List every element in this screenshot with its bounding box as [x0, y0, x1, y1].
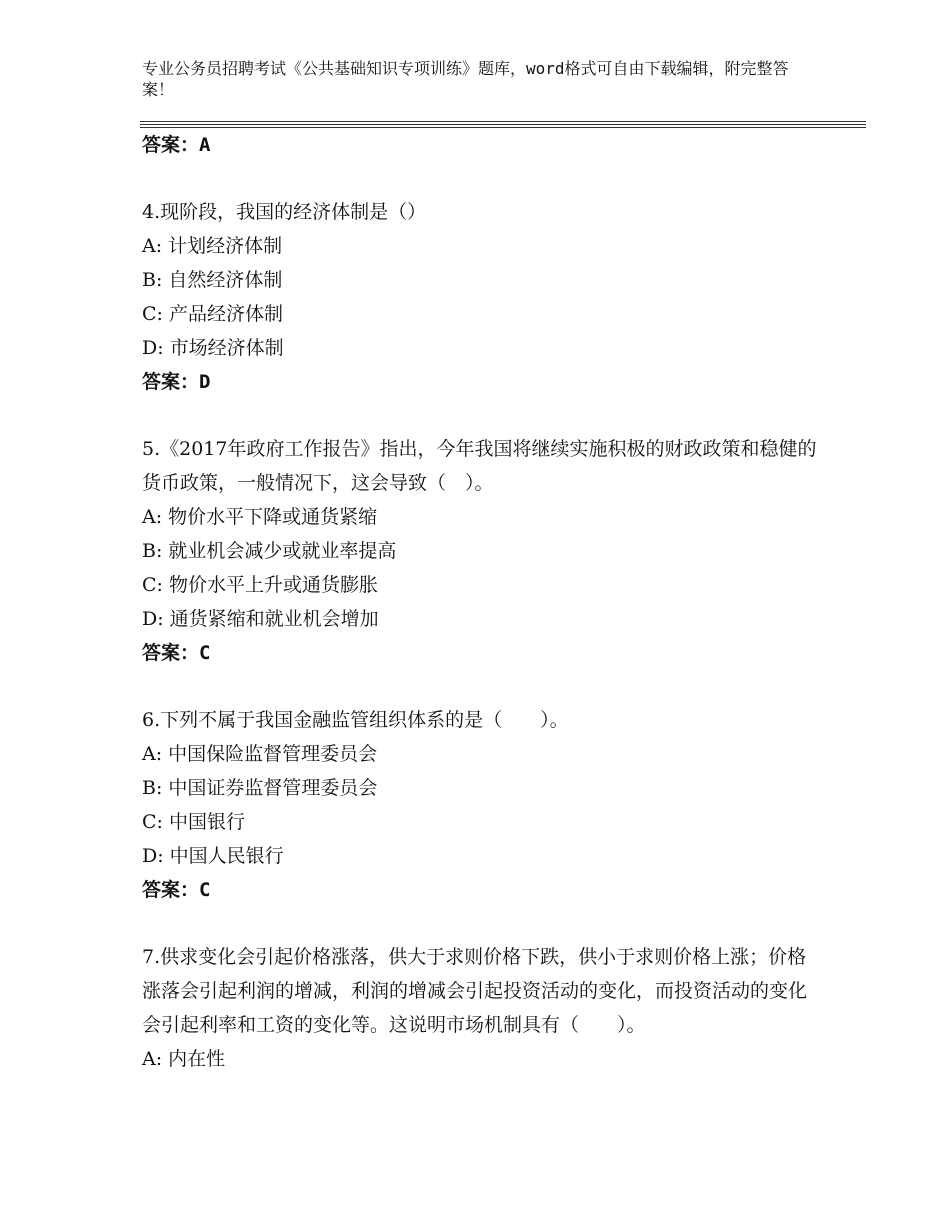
- option-c: C: 物价水平上升或通货膨胀: [142, 574, 378, 596]
- option-a: A: 计划经济体制: [142, 235, 283, 257]
- option-a: A: 内在性: [142, 1048, 226, 1070]
- question-stem: 4.现阶段，我国的经济体制是（）: [142, 201, 427, 223]
- answer-label: 答案：C: [142, 642, 211, 664]
- document-header: [142, 58, 802, 100]
- answer-label: 答案：A: [142, 134, 211, 156]
- option-a: A: 物价水平下降或通货紧缩: [142, 506, 378, 528]
- option-c: C: 中国银行: [142, 811, 245, 833]
- question-stem: 5.《2017年政府工作报告》指出，今年我国将继续实施积极的财政政策和稳健的货币政策，一般情况下，这会导致（ ）。: [142, 438, 817, 494]
- question-6: [142, 703, 822, 907]
- question-list: [142, 128, 822, 1076]
- option-a: A: 中国保险监督管理委员会: [142, 743, 378, 765]
- question-stem: 6.下列不属于我国金融监管组织体系的是（ ）。: [142, 709, 569, 731]
- answer-label: 答案：C: [142, 879, 211, 901]
- question-7: [142, 940, 822, 1076]
- answer-label: 答案：D: [142, 371, 211, 393]
- option-b: B: 自然经济体制: [142, 269, 283, 291]
- option-b: B: 中国证券监督管理委员会: [142, 777, 378, 799]
- option-d: D: 市场经济体制: [142, 337, 284, 359]
- option-b: B: 就业机会减少或就业率提高: [142, 540, 397, 562]
- header-divider: [140, 121, 866, 128]
- question-4: [142, 195, 822, 399]
- question-5: [142, 432, 822, 670]
- header-text: 专业公务员招聘考试《公共基础知识专项训练》题库，word格式可自由下载编辑，附完整答案！: [142, 59, 789, 99]
- option-c: C: 产品经济体制: [142, 303, 283, 325]
- option-d: D: 通货紧缩和就业机会增加: [142, 608, 379, 630]
- option-d: D: 中国人民银行: [142, 845, 284, 867]
- question-stem: 7.供求变化会引起价格涨落，供大于求则价格下跌，供小于求则价格上涨；价格涨落会引起利润的增减，利润的增减会引起投资活动的变化，而投资活动的变化会引起利率和工资的变化等。这说明市场机制具有（ ）。: [142, 946, 808, 1036]
